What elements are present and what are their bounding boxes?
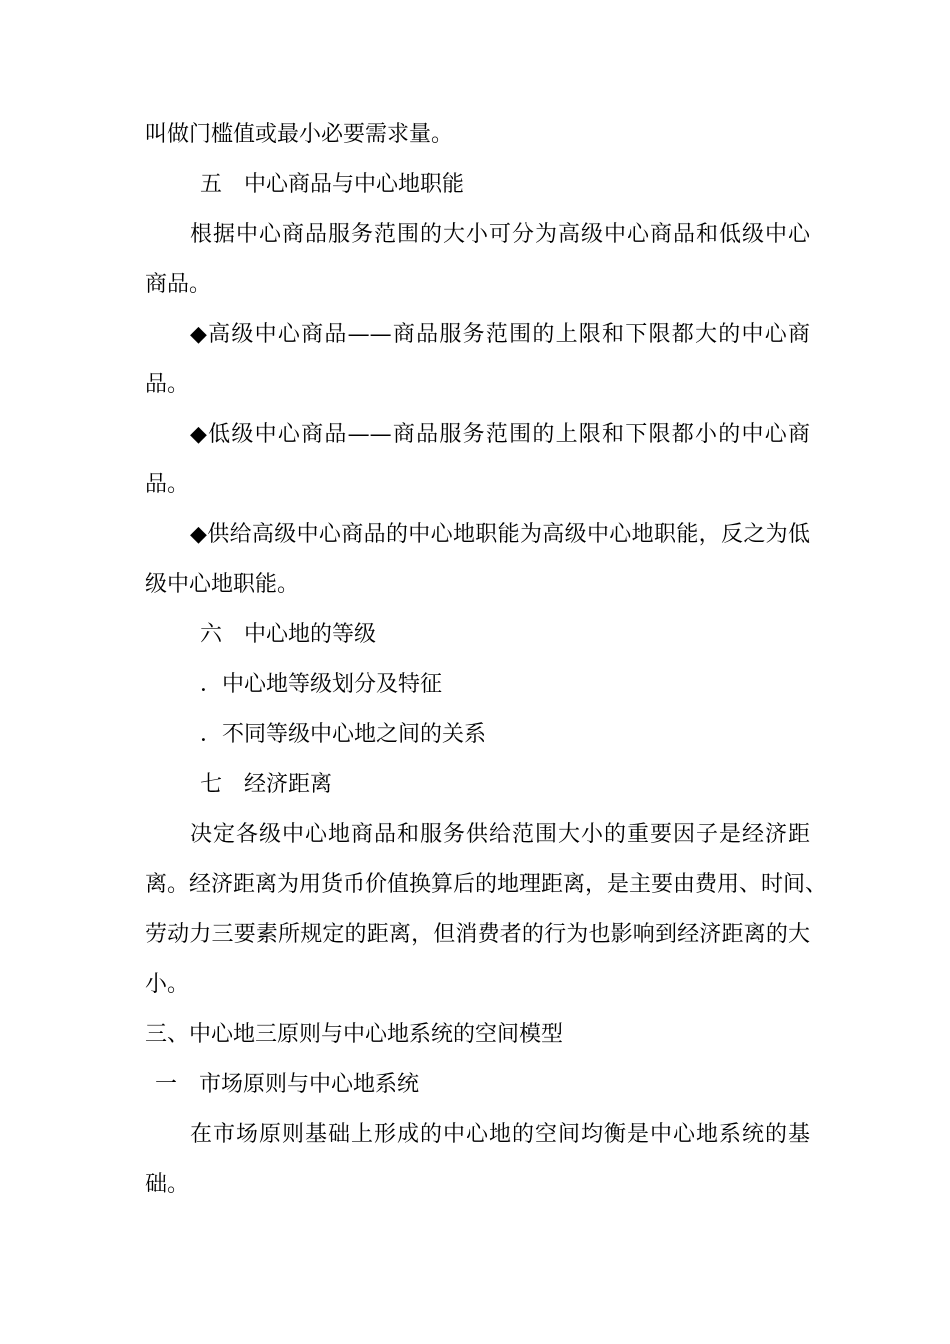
paragraph-line: 品。	[145, 372, 190, 397]
chapter-heading: 三、中心地三原则与中心地系统的空间模型	[145, 1022, 564, 1047]
list-item: ．不同等级中心地之间的关系	[200, 722, 487, 747]
paragraph-line: 小。	[145, 972, 190, 997]
list-item: ．中心地等级划分及特征	[200, 672, 443, 697]
bullet-item-low-order-goods: ◆低级中心商品——商品服务范围的上限和下限都小的中心商	[190, 422, 810, 447]
section-heading-seven: 七 经济距离	[200, 772, 333, 797]
section-heading-one: 一 市场原则与中心地系统	[155, 1072, 420, 1097]
bullet-item-high-order-goods: ◆高级中心商品——商品服务范围的上限和下限都大的中心商	[190, 322, 810, 347]
paragraph-line: 叫做门槛值或最小必要需求量。	[145, 122, 454, 147]
paragraph-line: 级中心地职能。	[145, 572, 300, 597]
paragraph-line: 础。	[145, 1172, 190, 1197]
paragraph-line: 劳动力三要素所规定的距离，但消费者的行为也影响到经济距离的大	[145, 922, 810, 947]
section-heading-five: 五 中心商品与中心地职能	[200, 172, 465, 197]
paragraph-line: 离。经济距离为用货币价值换算后的地理距离，是主要由费用、时间、	[145, 872, 828, 897]
paragraph-line: 商品。	[145, 272, 212, 297]
section-heading-six: 六 中心地的等级	[200, 622, 377, 647]
paragraph-line: 在市场原则基础上形成的中心地的空间均衡是中心地系统的基	[190, 1122, 810, 1147]
paragraph-line: 品。	[145, 472, 190, 497]
paragraph-line: 决定各级中心地商品和服务供给范围大小的重要因子是经济距	[190, 822, 810, 847]
paragraph-line: 根据中心商品服务范围的大小可分为高级中心商品和低级中心	[190, 222, 810, 247]
bullet-item-central-place-functions: ◆供给高级中心商品的中心地职能为高级中心地职能，反之为低	[190, 522, 810, 547]
